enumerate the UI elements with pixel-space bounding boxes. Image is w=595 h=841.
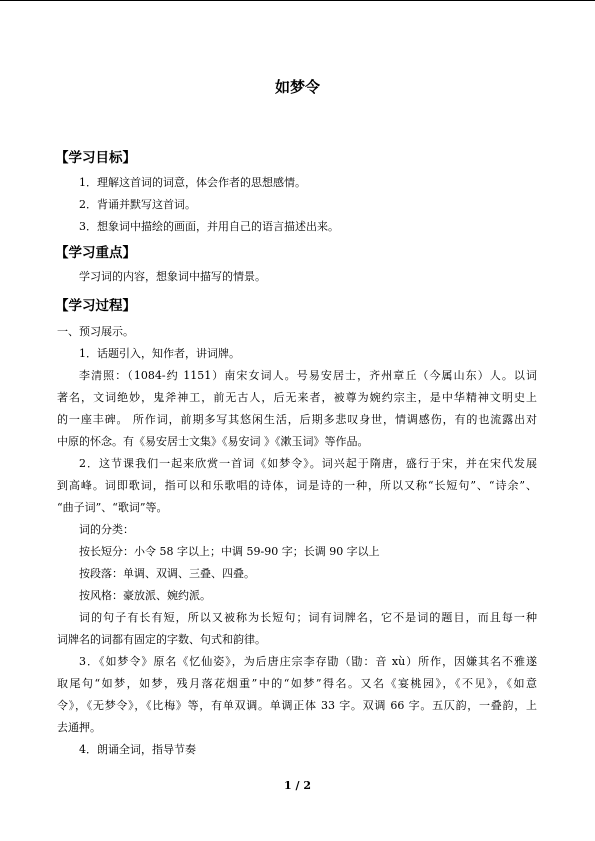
author-paragraph-line-4: 中原的怀念。有《易安居士文集》《易安词 》《漱玉词》等作品。 <box>57 435 369 448</box>
heading-learning-goals: 【学习目标】 <box>55 150 136 166</box>
goal-item-2: 2．背诵并默写这首词。 <box>79 198 196 211</box>
step-3-line-3: 令》，《无梦令》，《比梅》等，有单双调。单调正体 33 字。双调 66 字。五仄韵，一叠韵，上 <box>57 699 537 712</box>
heading-learning-process: 【学习过程】 <box>55 298 136 314</box>
step-3-line-4: 去通押。 <box>57 721 101 734</box>
step-2-line-1: 2．这节课我们一起来欣赏一首词《如梦令》。词兴起于隋唐，盛行于宋，并在宋代发展 <box>79 457 537 470</box>
step-3-line-1: 3．《如梦令》原名《忆仙姿》，为后唐庄宗李存勖（勖：音 xù）所作，因嫌其名不雅遂 <box>79 655 537 668</box>
step-2-line-3: “曲子词”、“歌词”等。 <box>57 501 168 514</box>
goal-item-1: 1．理解这首词的词意，体会作者的思想感情。 <box>79 176 306 189</box>
page-number: 1 / 2 <box>284 779 311 792</box>
step-1: 1．话题引入，知作者，讲词牌。 <box>79 347 240 360</box>
goal-item-3: 3．想象词中描绘的画面，并用自己的语言描述出来。 <box>79 220 339 233</box>
sentence-paragraph-line-1: 词的句子有长有短，所以又被称为长短句；词有词牌名，它不是词的题目，而且每一种 <box>79 611 537 624</box>
classification-segment: 按段落：单调、双调、三叠、四叠。 <box>79 567 255 580</box>
section-preview: 一、预习展示。 <box>57 325 134 338</box>
classification-label: 词的分类： <box>79 523 134 536</box>
step-2-line-2: 到高峰。词即歌词，指可以和乐歌唱的诗体，词是诗的一种，所以又称“长短句”、“诗余”、 <box>57 479 537 492</box>
focus-item-1: 学习词的内容，想象词中描写的情景。 <box>79 270 266 283</box>
author-paragraph-line-2: 著名，文词绝妙，鬼斧神工，前无古人，后无来者，被尊为婉约宗主，是中华精神文明史上 <box>57 391 537 404</box>
top-rule <box>0 0 595 1</box>
classification-length: 按长短分：小令 58 字以上；中调 59-90 字；长调 90 字以上 <box>79 545 380 558</box>
author-paragraph-line-1: 李清照：（1084-约 1151）南宋女词人。号易安居士，齐州章丘（今属山东）人。以词 <box>79 369 537 382</box>
sentence-paragraph-line-2: 词牌名的词都有固定的字数、句式和韵律。 <box>57 633 266 646</box>
heading-learning-focus: 【学习重点】 <box>55 245 136 261</box>
page-title: 如梦令 <box>274 78 320 96</box>
classification-style: 按风格：豪放派、婉约派。 <box>79 589 211 602</box>
step-4: 4．朗诵全词，指导节奏 <box>79 743 196 756</box>
step-3-line-2: 取尾句“如梦，如梦，残月落花烟重”中的“如梦”得名。又名《宴桃园》，《不见》，《如意 <box>57 677 537 690</box>
author-paragraph-line-3: 的一座丰碑。 所作词，前期多写其悠闲生活，后期多悲叹身世，情调感伤，有的也流露出对 <box>57 413 537 426</box>
